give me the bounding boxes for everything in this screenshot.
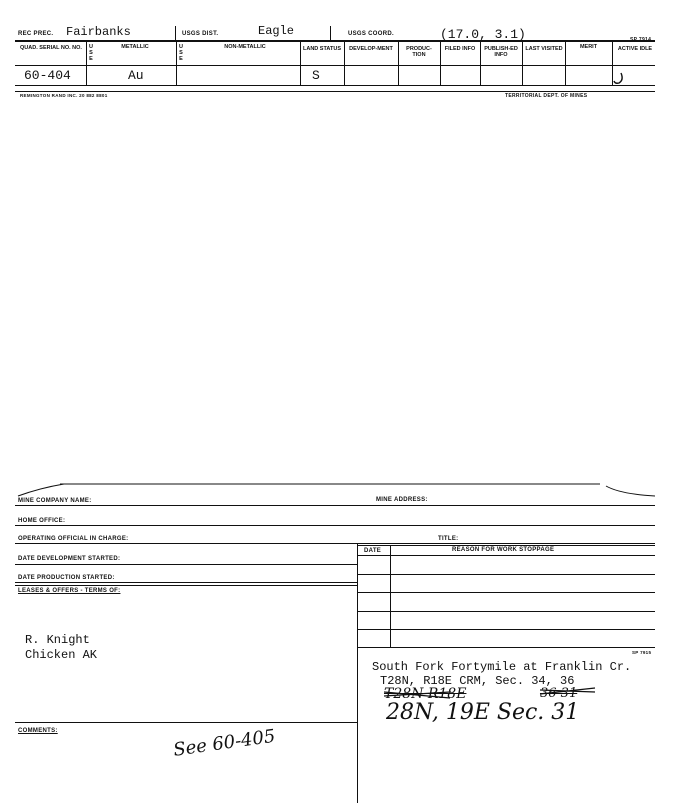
leases-line-1: R. Knight <box>25 633 90 647</box>
location-line-2: T28N, R18E CRM, Sec. 34, 36 <box>380 674 575 688</box>
metallic-value: Au <box>128 68 144 83</box>
operating-official-label: OPERATING OFFICIAL IN CHARGE: <box>18 536 129 542</box>
rec-prec-label: REC PREC. <box>18 31 54 37</box>
metallic-use-header: U S E <box>89 44 93 62</box>
development-header: DEVELOP-MENT <box>349 46 393 52</box>
handwritten-location: 28N, 19E Sec. 31 <box>386 700 580 725</box>
nonmetallic-header: NON-METALLIC <box>224 44 266 50</box>
mine-company-name-label: MINE COMPANY NAME: <box>18 498 92 504</box>
date-production-label: DATE PRODUCTION STARTED: <box>18 575 115 581</box>
footer-left-text: REMINGTON RAND INC. 20 882 8801 <box>20 93 108 98</box>
usgs-dist-value: Eagle <box>258 24 295 38</box>
struck-township-text: T28N R18E <box>384 686 467 702</box>
date-header: DATE <box>364 548 382 554</box>
usgs-coord-label: USGS COORD. <box>348 31 394 37</box>
footer-right-text: TERRITORIAL DEPT. OF MINES <box>505 93 588 99</box>
merit-header: MERIT <box>579 44 598 50</box>
handwritten-comment: See 60-405 <box>172 725 277 761</box>
leases-line-2: Chicken AK <box>25 648 98 662</box>
nonmetallic-use-header: U S E <box>179 44 183 62</box>
land-status-header: LAND STATUS <box>303 46 341 52</box>
idle-check-mark <box>612 72 626 86</box>
filed-info-header: FILED INFO <box>444 46 476 52</box>
quad-serial-value: 60-404 <box>24 68 71 83</box>
published-info-header: PUBLISH-ED INFO <box>484 46 518 58</box>
active-idle-header: ACTIVE IDLE <box>617 46 653 52</box>
metallic-header: METALLIC <box>121 44 149 50</box>
bottom-form-number: SP 7915 <box>632 650 652 655</box>
rec-prec-value: Fairbanks <box>66 25 131 39</box>
leases-label: LEASES & OFFERS - TERMS OF: <box>18 588 121 594</box>
card-edge <box>0 480 678 500</box>
reason-header: REASON FOR WORK STOPPAGE <box>452 547 555 553</box>
date-development-label: DATE DEVELOPMENT STARTED: <box>18 556 121 562</box>
comments-label: COMMENTS: <box>18 728 58 734</box>
title-label: TITLE: <box>438 536 459 542</box>
struck-section-text: 36 31 <box>540 686 578 701</box>
production-header: PRODUC-TION <box>406 46 432 58</box>
quad-serial-header: QUAD. SERIAL NO. NO. <box>20 45 82 51</box>
land-status-value: S <box>312 68 320 83</box>
last-visited-header: LAST VISITED <box>525 46 563 52</box>
location-line-1: South Fork Fortymile at Franklin Cr. <box>372 660 632 674</box>
usgs-dist-label: USGS DIST. <box>182 31 219 37</box>
usgs-coord-value: (17.0, 3.1) <box>440 27 526 42</box>
mine-address-label: MINE ADDRESS: <box>376 497 428 503</box>
form-number: SP 7914 <box>630 37 652 43</box>
home-office-label: HOME OFFICE: <box>18 518 66 524</box>
